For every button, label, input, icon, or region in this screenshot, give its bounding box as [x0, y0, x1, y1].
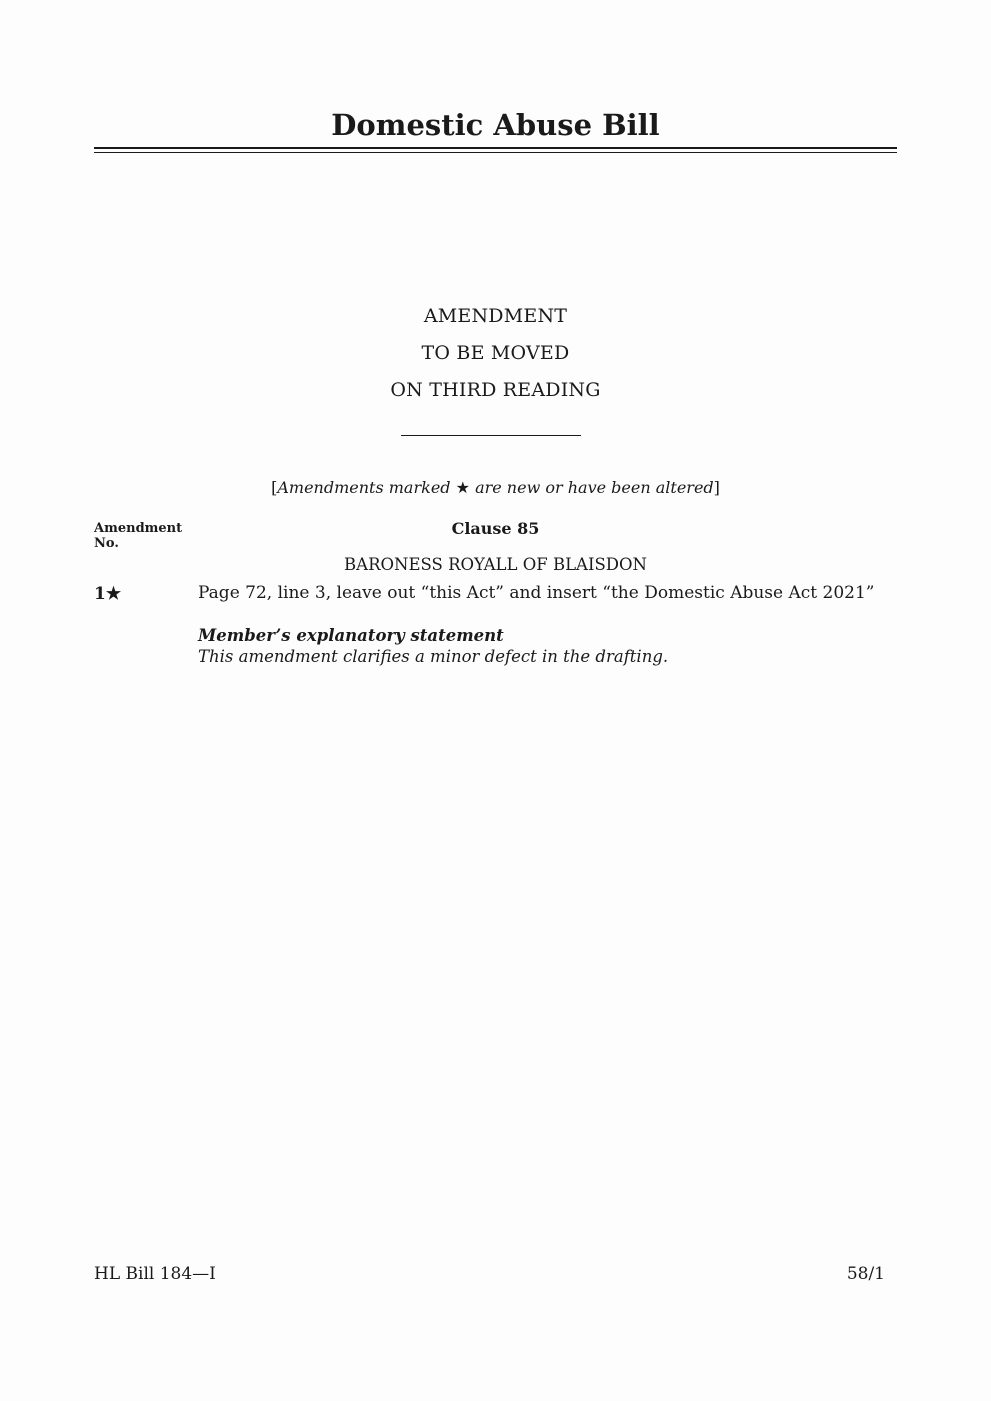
explanatory-statement-heading: Member’s explanatory statement: [198, 626, 504, 645]
footer-page-reference: 58/1: [846, 1264, 885, 1284]
clause-heading: Clause 85: [451, 519, 540, 538]
title-rule-thin: [94, 152, 897, 153]
section-divider: [401, 435, 581, 436]
note-open-bracket: [: [271, 478, 278, 497]
amendment-label-line2: No.: [94, 536, 119, 551]
amendment-label-line1: Amendment: [94, 521, 183, 536]
explanatory-statement-text: This amendment clarifies a minor defect in the drafting.: [198, 647, 669, 666]
heading-amendment: AMENDMENT: [423, 305, 568, 327]
page-title: Domestic Abuse Bill: [331, 108, 660, 142]
note-close-bracket: ]: [713, 478, 720, 497]
amendments-note: [0, 478, 991, 497]
amendment-number: 1★: [94, 584, 122, 604]
title-rule-thick: [94, 147, 897, 149]
amendment-text: Page 72, line 3, leave out “this Act” and insert “the Domestic Abuse Act 2021”: [198, 583, 875, 603]
star-icon: ★: [455, 478, 470, 497]
heading-to-be-moved: TO BE MOVED: [421, 342, 570, 364]
heading-on-third-reading: ON THIRD READING: [390, 379, 601, 401]
member-name: BARONESS ROYALL OF BLAISDON: [344, 555, 647, 574]
note-text-before-star: Amendments marked: [277, 478, 451, 497]
footer-bill-reference: HL Bill 184—I: [94, 1264, 216, 1284]
note-text-after-star: are new or have been altered: [475, 478, 714, 497]
